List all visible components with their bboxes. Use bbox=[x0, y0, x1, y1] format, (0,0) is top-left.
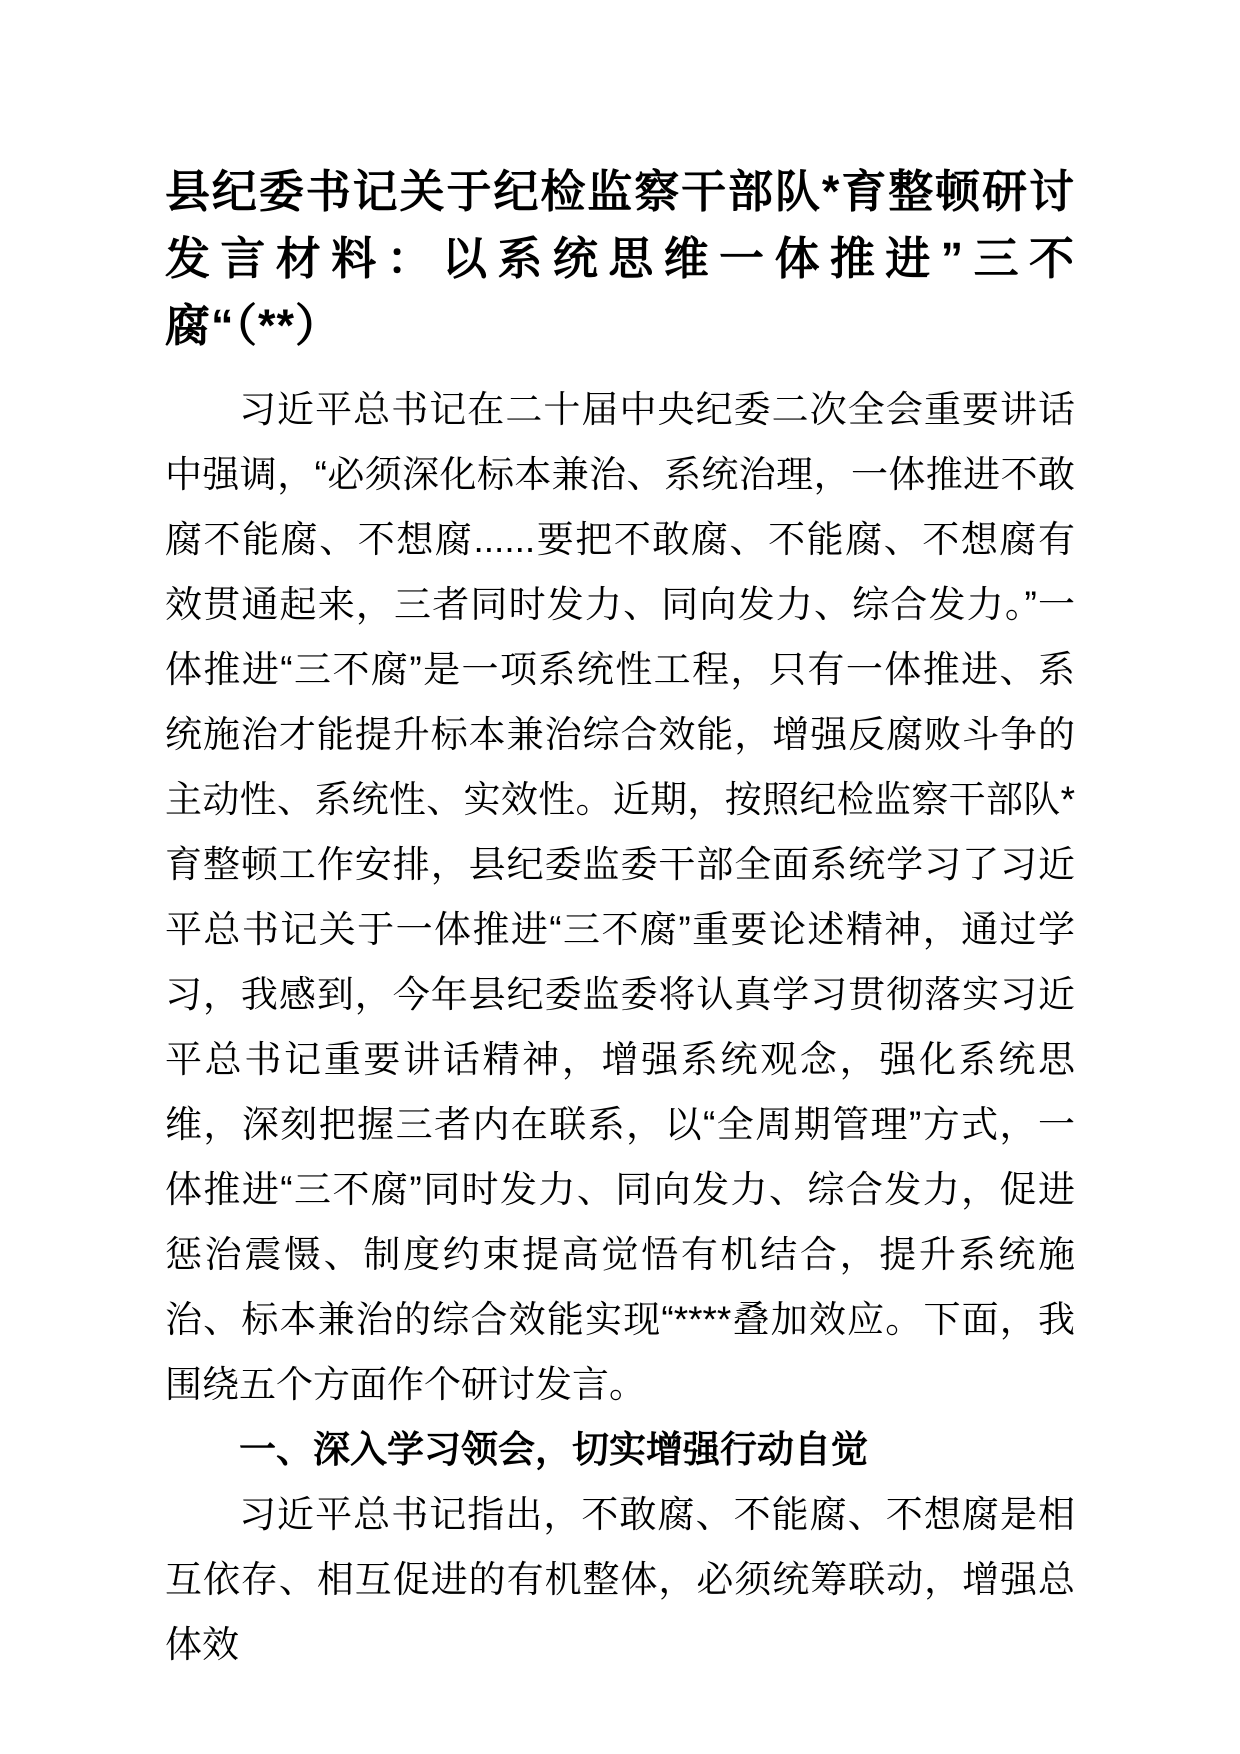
body-paragraph: 习近平总书记在二十届中央纪委二次全会重要讲话中强调，“必须深化标本兼治、系统治理，一体推进不敢腐不能腐、不想腐......要把不敢腐、不能腐、不想腐有效贯通起来，三者同时发力、同向发力、综合发力。”一体推进“三不腐”是一项系统性工程，只有一体推进、系统施治才能提升标本兼治综合效能，增强反腐败斗争的主动性、系统性、实效性。近期，按照纪检监察干部队*育整顿工作安排，县纪委监委干部全面系统学习了习近平总书记关于一体推进“三不腐”重要论述精神，通过学习，我感到，今年县纪委监委将认真学习贯彻落实习近平总书记重要讲话精神，增强系统观念，强化系统思维，深刻把握三者内在联系，以“全周期管理”方式，一体推进“三不腐”同时发力、同向发力、综合发力，促进惩治震慑、制度约束提高觉悟有机结合，提升系统施治、标本兼治的综合效能实现“****叠加效应。下面，我围绕五个方面作个研讨发言。 bbox=[165, 389, 1075, 1405]
document-title: 县纪委书记关于纪检监察干部队*育整顿研讨发言材料：以系统思维一体推进”三不腐“（**） bbox=[165, 166, 1075, 351]
document-body bbox=[165, 377, 1075, 1677]
section-heading: 一、深入学习领会，切实增强行动自觉 bbox=[239, 1429, 868, 1470]
body-paragraph: 习近平总书记指出，不敢腐、不能腐、不想腐是相互依存、相互促进的有机整体，必须统筹联动，增强总体效 bbox=[165, 1494, 1075, 1665]
